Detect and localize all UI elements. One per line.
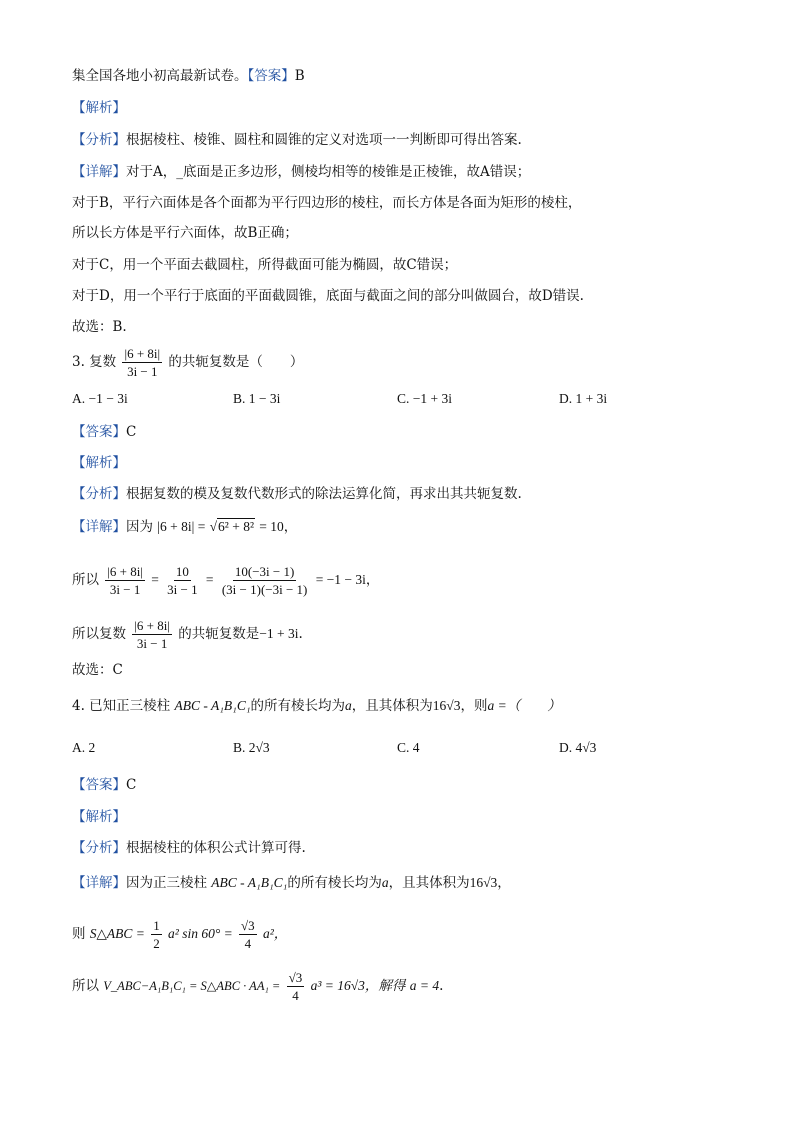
q3-option-c: C. −1 + 3i <box>397 391 452 406</box>
q4-stem <box>72 697 561 715</box>
frac-num: 10 <box>175 564 189 579</box>
step2-frac-2 <box>165 564 199 597</box>
q3-option-a: A. −1 − 3i <box>72 391 128 406</box>
step1-sqrt: √6² + 8² <box>209 519 254 534</box>
step3-prefix: 所以复数 <box>72 626 126 642</box>
frac-num: |6 + 8i| <box>134 618 170 633</box>
answer-value: C <box>126 424 137 440</box>
s1-prefix: 因为正三棱柱 <box>126 875 207 891</box>
s1-vol: 16√3 <box>469 875 498 890</box>
q4-mid: 的所有棱长均为 <box>250 698 346 714</box>
s1-prism: ABC - A₁B₁C₁ <box>211 875 288 890</box>
q4-volume: 16√3 <box>432 698 461 713</box>
step2-prefix: 所以 <box>72 572 99 588</box>
q4-end: ，则 <box>460 698 488 714</box>
frac-den: 4 <box>292 988 299 1003</box>
s3-prefix: 所以 <box>72 978 99 994</box>
q3-frac-num: |6 + 8i| <box>124 346 161 361</box>
frac-den: (3i − 1)(−3i − 1) <box>221 582 308 597</box>
step3-frac <box>132 618 172 651</box>
step3-suffix: 的共轭复数是 <box>178 626 260 642</box>
frac-den: 3i − 1 <box>109 582 141 597</box>
xiangjie-tag: 【详解】 <box>72 519 126 535</box>
frac-num: √3 <box>288 970 303 985</box>
q2-detail-3: 所以长方体是平行六面体，故B正确； <box>72 225 298 241</box>
q2-xiangjie-line-1 <box>72 163 530 181</box>
s3-lhs: V_ABC−A₁B₁C₁ = S△ABC · AA₁ = <box>103 979 281 993</box>
answer-value: C <box>126 777 137 793</box>
fenxi-tag: 【分析】 <box>72 132 126 148</box>
step1-radicand: 6² + 8² <box>218 519 254 534</box>
q2-detail-6: 故选：B. <box>72 319 127 335</box>
s3-dot: . <box>439 978 444 994</box>
s2-frac-1 <box>151 918 162 951</box>
q4-fenxi <box>72 839 306 857</box>
s3-mid: a³ = 16√3，解得 <box>310 978 406 993</box>
frac-den: 4 <box>244 936 252 951</box>
q4-step-2 <box>72 914 287 954</box>
xiangjie-tag: 【详解】 <box>72 875 126 891</box>
frac-num: 1 <box>153 918 160 933</box>
frac-den: 3i − 1 <box>167 582 198 597</box>
fenxi-tag: 【分析】 <box>72 840 126 856</box>
fenxi-text: 根据棱柱的体积公式计算可得. <box>126 840 306 856</box>
q4-step-1 <box>72 874 511 892</box>
step1-abs: |6 + 8i| = <box>157 519 206 534</box>
q3-frac-den: 3i − 1 <box>127 364 158 379</box>
q2-jiexi: 【解析】 <box>72 100 126 116</box>
step3-end: . <box>298 626 303 642</box>
q3-suffix: 的共轭复数是（ ） <box>168 354 304 370</box>
s3-frac <box>287 970 305 1003</box>
q3-option-d: D. 1 + 3i <box>559 391 608 406</box>
s1-end: ， <box>497 875 511 891</box>
frac-num: |6 + 8i| <box>107 564 143 579</box>
q3-step-3 <box>72 614 303 654</box>
xiangjie-tag: 【详解】 <box>72 164 126 180</box>
q4-option-c: C. 4 <box>397 740 420 755</box>
q4-mid2: ，且其体积为 <box>351 698 433 714</box>
frac-num: 10(−3i − 1) <box>234 564 295 579</box>
fenxi-text: 根据复数的模及复数代数形式的除法运算化简，再求出其共轭复数. <box>126 486 522 502</box>
q4-end2: a =（ ） <box>487 698 561 713</box>
q2-fenxi <box>72 131 522 149</box>
header-text: 集全国各地小初高最新试卷。 <box>72 68 248 84</box>
q2-detail-5: 对于D，用一个平行于底面的平面截圆锥，底面与截面之间的部分叫做圆台，故D错误. <box>72 288 584 304</box>
step1-prefix: 因为 <box>126 519 153 535</box>
s1-mid: 的所有棱长均为 <box>287 875 382 891</box>
frac-den: 3i − 1 <box>136 636 168 651</box>
q4-var-a: a <box>345 698 352 713</box>
fenxi-tag: 【分析】 <box>72 486 126 502</box>
step2-frac-3 <box>220 564 310 597</box>
s2-lhs: S△ABC = <box>89 926 145 941</box>
answer-tag: 【答案】 <box>72 777 126 793</box>
q4-prism: ABC - A₁B₁C₁ <box>174 698 251 713</box>
q3-guxuan: 故选：C <box>72 662 123 678</box>
q3-step-1 <box>72 518 297 536</box>
q4-prefix: 4. 已知正三棱柱 <box>72 698 171 714</box>
s1-mid2: ，且其体积为 <box>388 875 470 891</box>
fenxi-text: 根据棱柱、棱锥、圆柱和圆锥的定义对选项一一判断即可得出答案. <box>126 132 522 148</box>
q2-detail-1: 对于A，_底面是正多边形，侧棱均相等的棱锥是正棱锥，故A错误； <box>126 164 531 180</box>
q4-answer <box>72 776 136 794</box>
q3-fraction <box>122 346 162 379</box>
q4-option-b: B. 2√3 <box>233 740 270 755</box>
q3-option-b: B. 1 − 3i <box>233 391 281 406</box>
answer-tag: 【答案】 <box>247 68 295 84</box>
q3-stem <box>72 344 303 380</box>
q4-step-3 <box>72 966 443 1006</box>
q4-option-a: A. 2 <box>72 740 96 755</box>
s2-prefix: 则 <box>72 926 86 942</box>
q3-fenxi <box>72 485 522 503</box>
q4-jiexi: 【解析】 <box>72 809 126 825</box>
s2-frac-2 <box>239 918 257 951</box>
q4-option-d: D. 4√3 <box>559 740 597 755</box>
step2-frac-1 <box>105 564 145 597</box>
step2-tail: = −1 − 3i， <box>315 572 380 587</box>
s1-a: a <box>381 875 389 890</box>
q3-jiexi: 【解析】 <box>72 455 126 471</box>
q2-detail-4: 对于C，用一个平面去截圆柱，所得截面可能为椭圆，故C错误； <box>72 257 458 273</box>
step1-tail: = 10， <box>259 519 298 534</box>
q2-detail-2: 对于B，平行六面体是各个面都为平行四边形的棱柱，而长方体是各面为矩形的棱柱， <box>72 195 582 211</box>
step3-value: −1 + 3i <box>259 626 299 641</box>
q3-step-2: 所以 $\frac{|6 + 8i|}{3i - 1}$ = $\frac{10}{3i - 1}$ = $\frac{10(-3i - 1)}{(3i - 1)(-3i - 1)}$ = −1 − 3i， <box>72 564 380 597</box>
answer-value: B <box>294 68 305 84</box>
q3-answer <box>72 423 136 441</box>
q3-prefix: 3. 复数 <box>72 354 117 370</box>
frac-den: 2 <box>153 936 160 951</box>
s2-mid: a² sin 60° = <box>168 926 233 941</box>
s2-end: a²， <box>262 926 288 941</box>
header-line <box>72 67 305 85</box>
s3-result: a = 4 <box>409 978 440 993</box>
frac-num: √3 <box>241 918 255 933</box>
answer-tag: 【答案】 <box>72 424 126 440</box>
